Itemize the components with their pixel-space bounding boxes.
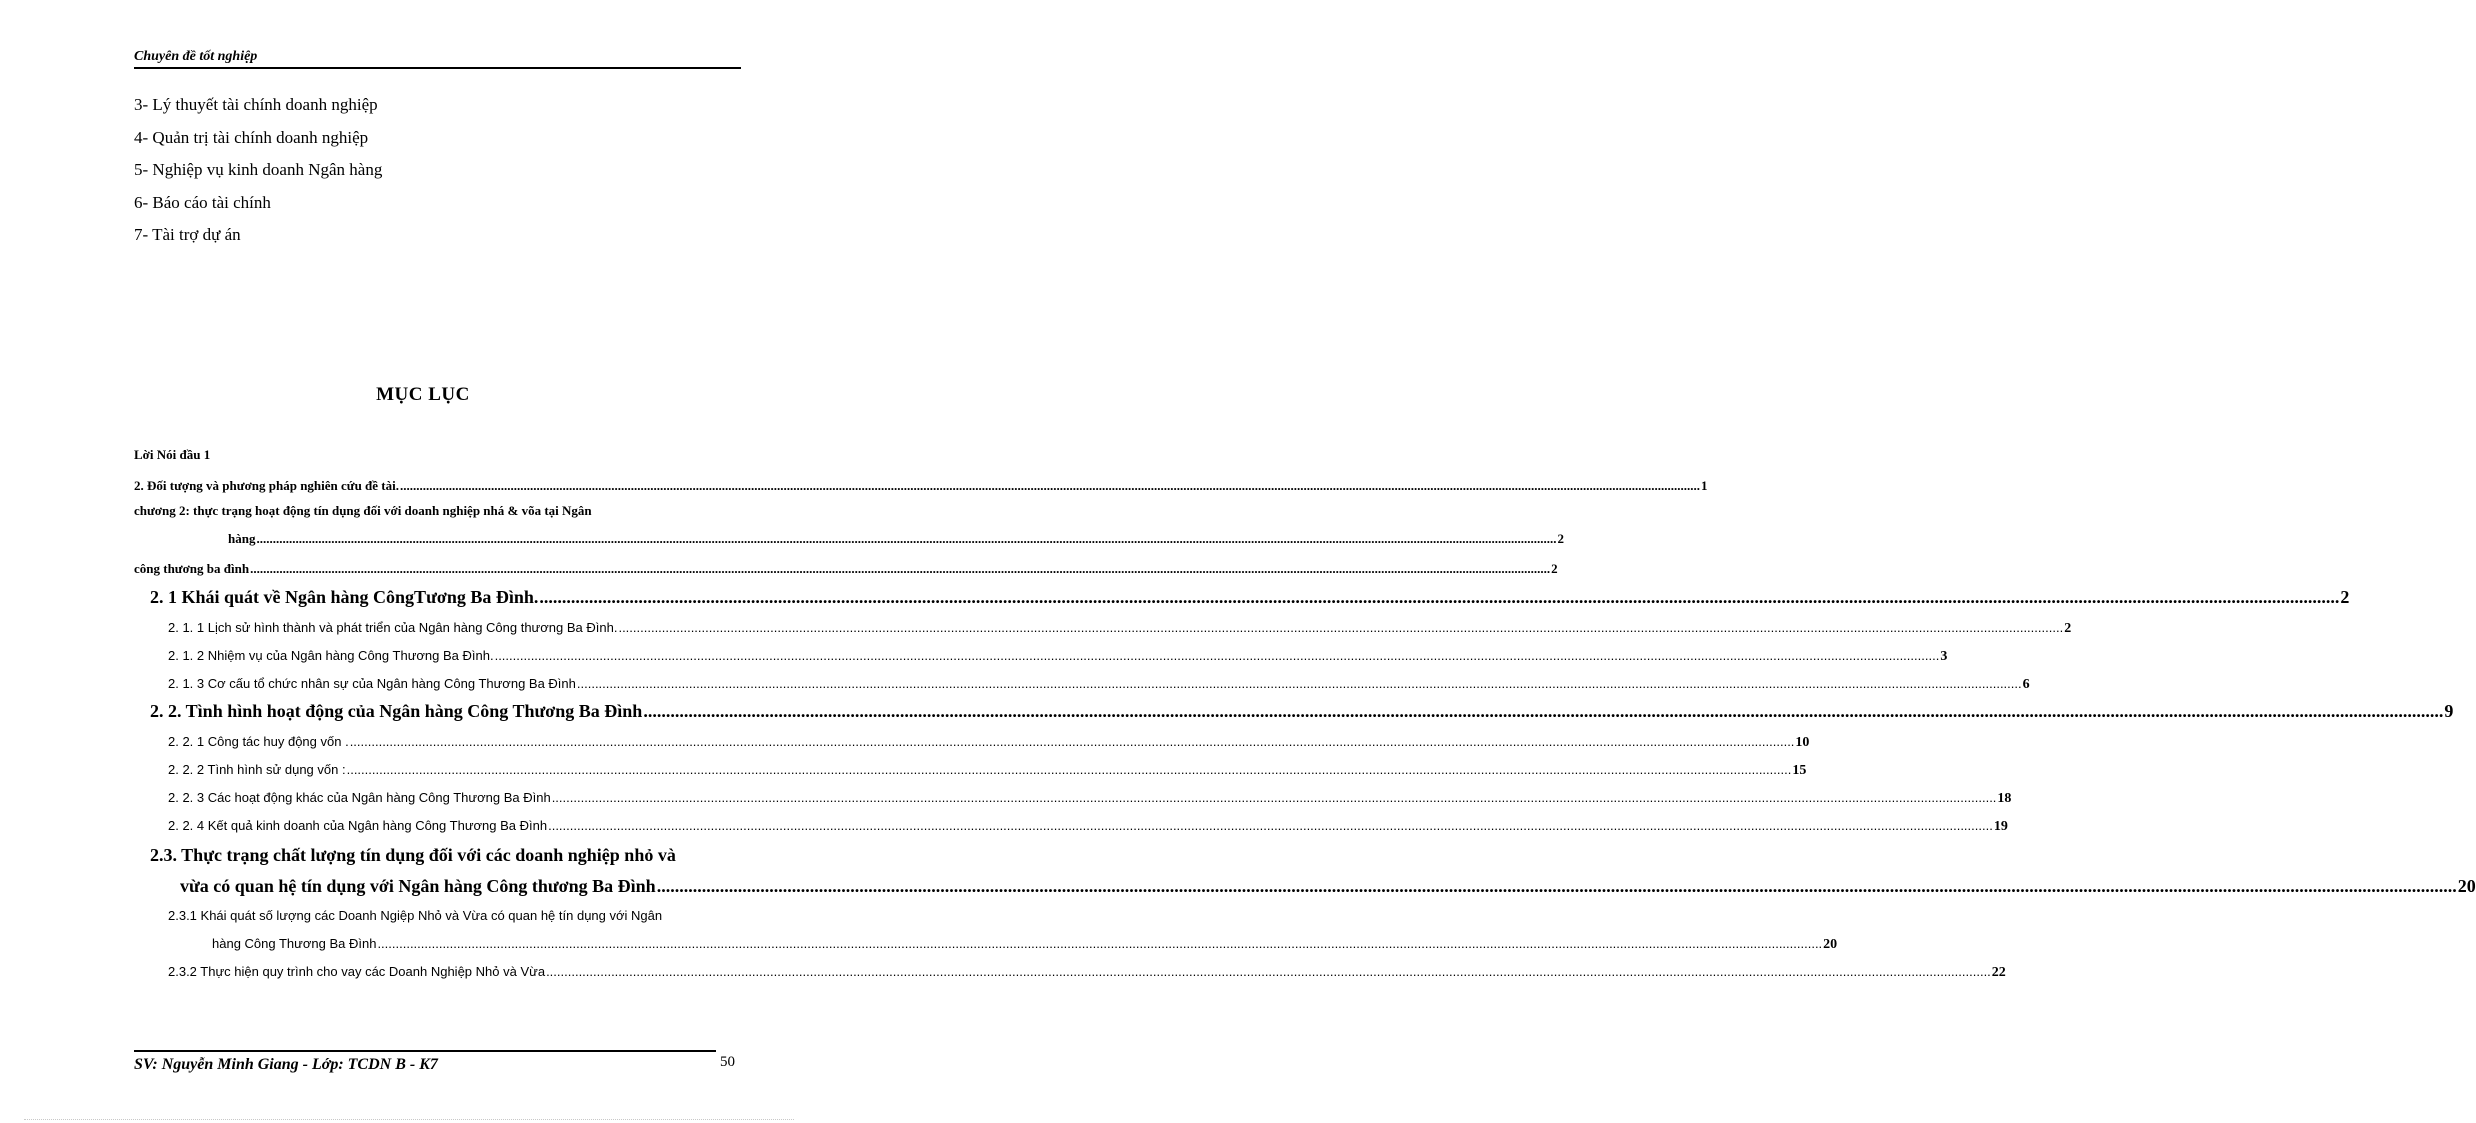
toc-title: MỤC LỤC: [376, 384, 470, 405]
toc-leader: ................................................................................................................................................................................................................................................................................................................................................................................................................: [548, 818, 1993, 833]
toc-page-number: 19: [1993, 819, 2008, 834]
toc-entry-text: công thương ba đình: [134, 561, 250, 576]
toc-leader: ................................................................................................................................................................................................................................................................................................................................................................................................................: [643, 701, 2444, 721]
toc-page-number: 9: [2444, 701, 2454, 721]
toc-entry-text: 2. 1 Khái quát về Ngân hàng CôngTương Ba Đình.: [150, 587, 539, 607]
toc-entry-text: 2. Đối tượng và phương pháp nghiên cứu đề tài.: [134, 478, 400, 493]
toc-entry-text: 2. 1. 2 Nhiệm vụ của Ngân hàng Công Thương Ba Đình.: [168, 648, 494, 663]
toc-leader: ................................................................................................................................................................................................................................................................................................................................................................................................................: [494, 648, 1940, 663]
toc-leader: ................................................................................................................................................................................................................................................................................................................................................................................................................: [250, 561, 1551, 576]
toc-entry-2-1-1[interactable]: [168, 620, 2072, 637]
toc-entry-text: hàng: [228, 531, 256, 546]
page-number: 50: [720, 1054, 735, 1070]
toc-entry-text: 2. 2. Tình hình hoạt động của Ngân hàng Công Thương Ba Đình: [150, 701, 643, 721]
toc-page-number: 10: [1795, 735, 1810, 750]
topic-item: 7- Tài trợ dự án: [134, 225, 241, 244]
toc-entry-2-3-1-line1[interactable]: 2.3.1 Khái quát số lượng các Doanh Ngiệp Nhỏ và Vừa có quan hệ tín dụng với Ngân: [168, 908, 663, 923]
toc-leader: ................................................................................................................................................................................................................................................................................................................................................................................................................: [618, 620, 2064, 635]
toc-entry-2-3-1[interactable]: [212, 936, 1838, 953]
toc-page-number: 2: [1551, 561, 1558, 576]
toc-entry-2-2-1[interactable]: [168, 734, 1810, 751]
toc-entry-2-3-2[interactable]: [168, 964, 2006, 981]
toc-entry-text: 2. 1. 3 Cơ cấu tổ chức nhân sự của Ngân hàng Công Thương Ba Đình: [168, 676, 576, 691]
footer-rule: [134, 1050, 716, 1052]
toc-entry-2-2[interactable]: [150, 701, 2454, 722]
toc-page-number: 2: [2340, 587, 2350, 607]
toc-page-number: 2: [1557, 531, 1564, 546]
toc-entry-text: 2. 2. 1 Công tác huy động vốn .: [168, 734, 349, 749]
toc-entry-text: hàng Công Thương Ba Đình: [212, 936, 377, 951]
toc-leader: ................................................................................................................................................................................................................................................................................................................................................................................................................: [551, 790, 1997, 805]
toc-entry-2-2-3[interactable]: [168, 790, 2012, 807]
toc-entry-2-1-2[interactable]: [168, 648, 1948, 665]
toc-leader: ................................................................................................................................................................................................................................................................................................................................................................................................................: [256, 531, 1557, 546]
topic-list: [134, 94, 382, 257]
toc-leader: ................................................................................................................................................................................................................................................................................................................................................................................................................: [349, 734, 1795, 749]
toc-entry-2-1-3[interactable]: [168, 676, 2030, 693]
page-bottom-border: [24, 1119, 794, 1120]
toc-page-number: 3: [1940, 649, 1948, 664]
toc-entry-2-3[interactable]: [180, 876, 2476, 897]
toc-page-number: 15: [1792, 763, 1807, 778]
toc-page-number: 22: [1991, 965, 2006, 980]
toc-leader: ................................................................................................................................................................................................................................................................................................................................................................................................................: [576, 676, 2022, 691]
toc-leader: ................................................................................................................................................................................................................................................................................................................................................................................................................: [539, 587, 2340, 607]
toc-entry-chuong2[interactable]: [228, 531, 1564, 547]
toc-entry-text: 2. 2. 2 Tình hình sử dụng vốn :: [168, 762, 346, 777]
document-footer: SV: Nguyễn Minh Giang - Lớp: TCDN B - K7: [134, 1056, 438, 1073]
topic-item: 6- Báo cáo tài chính: [134, 192, 271, 212]
toc-entry-text: vừa có quan hệ tín dụng với Ngân hàng Công thương Ba Đình: [180, 876, 656, 896]
toc-entry-text: 2. 1. 1 Lịch sử hình thành và phát triển của Ngân hàng Công thương Ba Đình.: [168, 620, 618, 635]
toc-page-number: 20: [2457, 876, 2476, 896]
topic-item: 3- Lý thuyết tài chính doanh nghiệp: [134, 95, 378, 114]
toc-leader: ................................................................................................................................................................................................................................................................................................................................................................................................................: [346, 762, 1792, 777]
toc-entry-2-3-line1[interactable]: 2.3. Thực trạng chất lượng tín dụng đối với các doanh nghiệp nhỏ và: [150, 845, 676, 865]
toc-page-number: 6: [2022, 677, 2030, 692]
toc-page-number: 1: [1701, 478, 1708, 493]
toc-entry-doi-tuong[interactable]: [134, 478, 1708, 494]
toc-entry-chuong2-line1[interactable]: chương 2: thực trạng hoạt động tín dụng đối với doanh nghiệp nhá & võa tại Ngân: [134, 503, 592, 518]
toc-entry-text: 2. 2. 3 Các hoạt động khác của Ngân hàng Công Thương Ba Đình: [168, 790, 551, 805]
toc-leader: ................................................................................................................................................................................................................................................................................................................................................................................................................: [400, 478, 1701, 493]
toc-preface[interactable]: Lời Nói đầu 1: [134, 447, 211, 462]
toc-leader: ................................................................................................................................................................................................................................................................................................................................................................................................................: [377, 936, 1823, 951]
document-header: Chuyên đề tốt nghiệp: [134, 47, 741, 69]
toc-entry-text: 2.3.2 Thực hiện quy trình cho vay các Doanh Nghiệp Nhỏ và Vừa: [168, 964, 546, 979]
toc-entry-cong-thuong[interactable]: [134, 561, 1558, 577]
toc-page-number: 18: [1997, 791, 2012, 806]
toc-page-number: 20: [1823, 937, 1838, 952]
topic-item: 4- Quản trị tài chính doanh nghiệp: [134, 127, 369, 147]
toc-entry-2-2-2[interactable]: [168, 762, 1807, 779]
toc-entry-text: 2. 2. 4 Kết quả kinh doanh của Ngân hàng Công Thương Ba Đình: [168, 818, 548, 833]
toc-leader: ................................................................................................................................................................................................................................................................................................................................................................................................................: [656, 876, 2457, 896]
toc-entry-2-1[interactable]: [150, 587, 2350, 608]
toc-leader: ................................................................................................................................................................................................................................................................................................................................................................................................................: [546, 964, 1991, 979]
topic-item: 5- Nghiệp vụ kinh doanh Ngân hàng: [134, 160, 383, 179]
toc-entry-2-2-4[interactable]: [168, 818, 2008, 835]
toc-page-number: 2: [2064, 621, 2072, 636]
